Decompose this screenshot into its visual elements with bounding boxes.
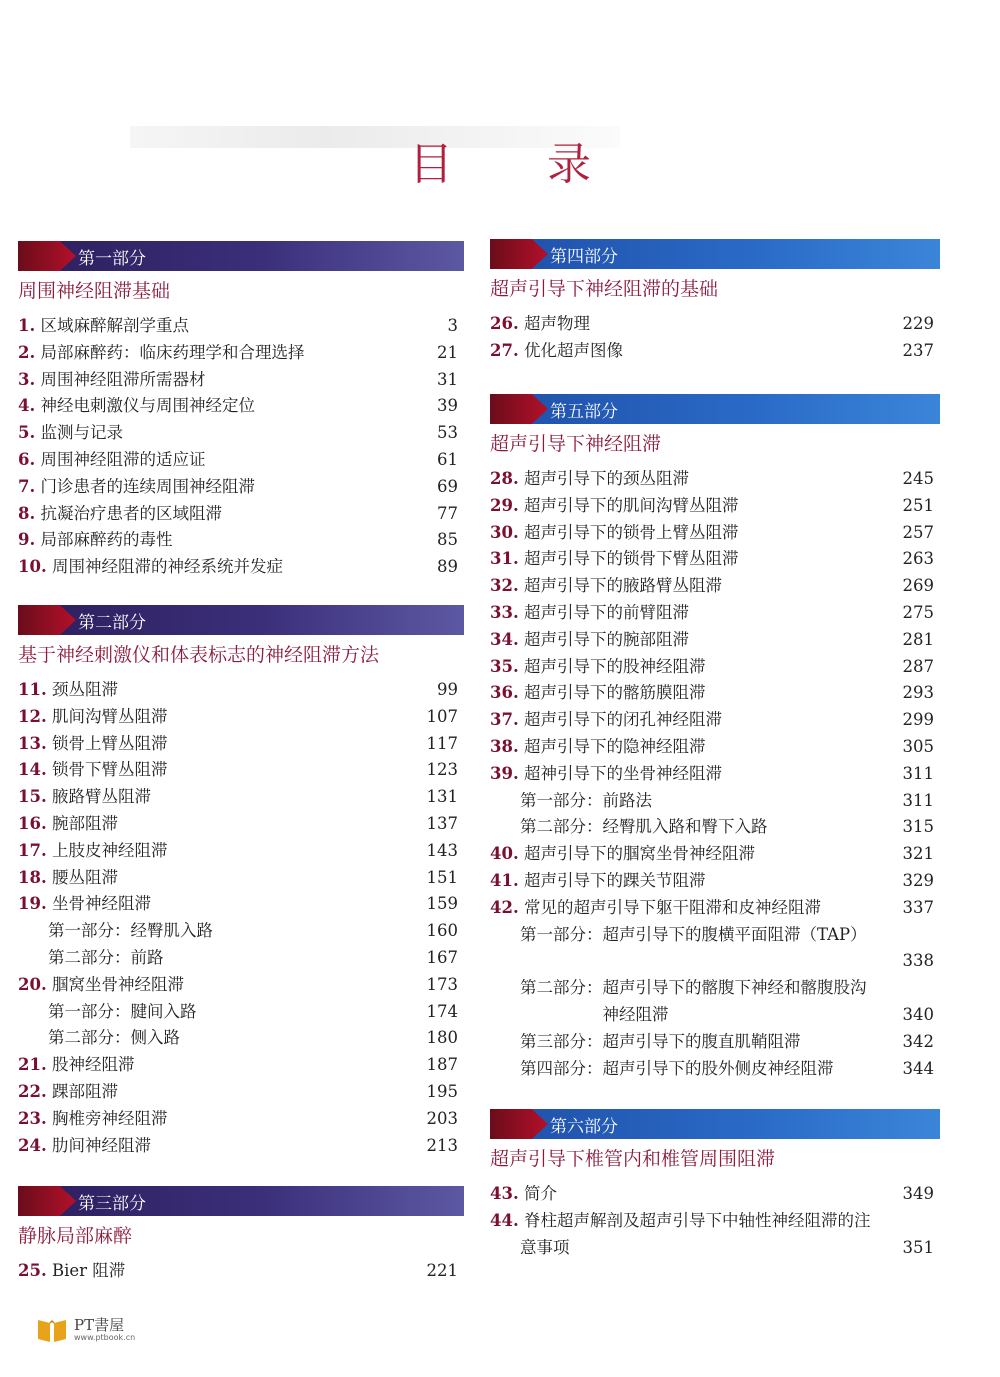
part-label: 第五部分 xyxy=(550,402,618,422)
entry-page-number: 174 xyxy=(426,1001,458,1021)
entry-page-number: 321 xyxy=(902,844,934,864)
toc-entry[interactable] xyxy=(18,865,464,892)
toc-entry[interactable] xyxy=(490,573,940,600)
book-logo-icon xyxy=(36,1316,68,1344)
entry-page-number: 299 xyxy=(902,710,934,730)
entry-title: 超声引导下的颈丛阻滞 xyxy=(523,469,689,488)
entry-title: 踝部阻滞 xyxy=(51,1081,118,1101)
entry-title: 区域麻醉解剖学重点 xyxy=(40,316,189,335)
entry-page-number: 187 xyxy=(426,1055,458,1075)
toc-entry[interactable] xyxy=(490,311,940,338)
toc-entry[interactable] xyxy=(490,1029,940,1056)
entry-number: 1. xyxy=(18,316,36,335)
entry-number: 39. xyxy=(490,763,519,783)
toc-entry[interactable] xyxy=(18,972,464,999)
entry-title: 第三部分：超声引导下的腹直肌鞘阻滞 xyxy=(520,1031,801,1051)
entry-number: 17. xyxy=(18,840,47,860)
toc-entry[interactable] xyxy=(490,922,940,949)
entry-page-number: 99 xyxy=(437,680,458,699)
toc-entry[interactable] xyxy=(490,948,940,975)
banner-flag-icon xyxy=(18,241,76,271)
entry-title: 局部麻醉药的毒性 xyxy=(40,530,173,550)
toc-entry[interactable] xyxy=(490,895,940,922)
entry-number: 15. xyxy=(18,787,47,807)
entry-page-number: 340 xyxy=(902,1004,934,1024)
toc-entry[interactable] xyxy=(490,841,940,868)
entry-page-number: 269 xyxy=(902,576,934,596)
toc-entry[interactable] xyxy=(18,704,464,731)
part-banner xyxy=(490,1109,940,1139)
part-4 xyxy=(490,239,940,365)
part-title: 超声引导下神经阻滞 xyxy=(490,433,662,455)
entry-title: 第一部分：腱间入路 xyxy=(48,1001,197,1021)
entry-title: 超声引导下的股神经阻滞 xyxy=(523,656,706,676)
entry-number: 28. xyxy=(490,469,519,488)
entry-page-number: 39 xyxy=(437,396,458,416)
toc-entry[interactable] xyxy=(490,868,940,895)
entry-number: 6. xyxy=(18,449,36,469)
entry-number: 23. xyxy=(18,1108,47,1128)
toc-entry[interactable] xyxy=(18,447,464,474)
entry-page-number: 137 xyxy=(426,813,458,833)
toc-entry[interactable] xyxy=(18,999,464,1026)
entry-page-number: 344 xyxy=(902,1058,934,1078)
toc-entry[interactable] xyxy=(490,338,940,365)
entry-number: 26. xyxy=(490,314,519,333)
toc-entry[interactable] xyxy=(490,600,940,627)
entry-page-number: 180 xyxy=(426,1028,458,1048)
entry-title: 第一部分：超声引导下的腹横平面阻滞（TAP） xyxy=(520,924,867,944)
entry-page-number: 123 xyxy=(426,760,458,780)
entry-page-number: 195 xyxy=(426,1081,458,1101)
entry-page-number: 329 xyxy=(902,870,934,890)
entry-page-number: 85 xyxy=(437,530,458,550)
entry-page-number: 245 xyxy=(902,469,934,488)
toc-entry[interactable] xyxy=(18,367,464,394)
part-1 xyxy=(18,241,464,581)
entry-title: 肌间沟臂丛阻滞 xyxy=(51,706,168,726)
toc-entry[interactable] xyxy=(490,707,940,734)
toc-entry[interactable] xyxy=(18,677,464,704)
entry-title: 肋间神经阻滞 xyxy=(51,1135,151,1155)
part-title: 基于神经刺激仪和体表标志的神经阻滞方法 xyxy=(18,644,380,666)
entry-title: 第一部分：经臀肌入路 xyxy=(48,921,213,941)
banner-flag-icon xyxy=(490,394,548,424)
part-6 xyxy=(490,1109,940,1261)
entry-page-number: 351 xyxy=(902,1237,934,1257)
entry-number: 42. xyxy=(490,897,519,917)
entry-page-number: 167 xyxy=(426,947,458,967)
entry-number: 29. xyxy=(490,495,519,515)
toc-entry[interactable] xyxy=(490,1002,940,1029)
toc-entry[interactable] xyxy=(18,838,464,865)
entry-number: 24. xyxy=(18,1135,47,1155)
entry-title: 第二部分：超声引导下的髂腹下神经和髂腹股沟 xyxy=(520,978,867,998)
toc-entry[interactable] xyxy=(490,761,940,788)
entry-title: 锁骨下臂丛阻滞 xyxy=(51,760,168,780)
entry-title: 第二部分：前路 xyxy=(48,947,164,967)
entry-page-number: 237 xyxy=(902,340,934,360)
entry-number: 10. xyxy=(18,557,47,577)
toc-entry[interactable] xyxy=(18,757,464,784)
entry-title: 神经阻滞 xyxy=(520,1004,669,1024)
toc-entry[interactable] xyxy=(18,1106,464,1133)
part-3 xyxy=(18,1186,464,1285)
entry-number: 41. xyxy=(490,870,519,890)
part-label: 第六部分 xyxy=(550,1117,618,1137)
entry-title: 周围神经阻滞的适应证 xyxy=(40,449,206,469)
entry-number: 37. xyxy=(490,710,519,730)
entry-page-number: 349 xyxy=(902,1184,934,1203)
entry-number: 25. xyxy=(18,1261,47,1280)
entry-title: 抗凝治疗患者的区域阻滞 xyxy=(40,503,222,523)
entry-number: 38. xyxy=(490,736,519,756)
entry-page-number: 31 xyxy=(437,369,458,389)
entry-title: 锁骨上臂丛阻滞 xyxy=(51,733,168,753)
entry-page-number: 311 xyxy=(902,790,934,810)
entry-title: 腰丛阻滞 xyxy=(51,867,118,887)
entry-title: 腘窝坐骨神经阻滞 xyxy=(51,974,184,994)
right-column-part-6 xyxy=(490,1109,940,1261)
toc-entry[interactable] xyxy=(490,788,940,815)
entry-number: 4. xyxy=(18,396,36,416)
entry-title: 超声引导下的踝关节阻滞 xyxy=(523,870,706,890)
entry-title: 周围神经阻滞的神经系统并发症 xyxy=(51,557,283,577)
entry-title: 常见的超声引导下躯干阻滞和皮神经阻滞 xyxy=(523,897,821,917)
entry-title: 第二部分：侧入路 xyxy=(48,1028,180,1048)
entry-title: 超声引导下的腋路臂丛阻滞 xyxy=(523,576,722,596)
left-column xyxy=(18,241,464,581)
toc-entry[interactable] xyxy=(18,784,464,811)
logo-name: PT書屋 xyxy=(74,1316,125,1334)
logo-url: www.ptbook.cn xyxy=(74,1333,136,1342)
entry-page-number: 281 xyxy=(902,629,934,649)
entry-page-number: 221 xyxy=(426,1261,458,1280)
part-label: 第一部分 xyxy=(78,249,146,269)
entry-number: 3. xyxy=(18,369,36,389)
entry-title: 超声引导下的隐神经阻滞 xyxy=(523,736,706,756)
part-banner xyxy=(18,1186,464,1216)
part-banner xyxy=(490,239,940,269)
entry-page-number: 69 xyxy=(437,476,458,496)
entry-title: 腋路臂丛阻滞 xyxy=(51,787,151,807)
entry-title: 优化超声图像 xyxy=(523,340,623,360)
part-banner xyxy=(18,605,464,635)
entry-number: 35. xyxy=(490,656,519,676)
entry-title: 第二部分：经臀肌入路和臀下入路 xyxy=(520,817,768,837)
entry-page-number: 305 xyxy=(902,736,934,756)
entry-title: 颈丛阻滞 xyxy=(51,680,118,699)
part-banner xyxy=(18,241,464,271)
entry-page-number: 315 xyxy=(902,817,934,837)
entry-title: 超声引导下的锁骨下臂丛阻滞 xyxy=(523,549,739,569)
entry-title: 门诊患者的连续周围神经阻滞 xyxy=(40,476,255,496)
toc-entry[interactable] xyxy=(490,466,940,493)
toc-entry[interactable] xyxy=(18,501,464,528)
entry-page-number: 213 xyxy=(426,1135,458,1155)
toc-entry[interactable] xyxy=(18,731,464,758)
entry-title: 股神经阻滞 xyxy=(51,1055,135,1075)
entry-number: 40. xyxy=(490,844,519,864)
entry-number: 22. xyxy=(18,1081,47,1101)
entry-page-number: 160 xyxy=(426,921,458,941)
toc-entry[interactable] xyxy=(18,1133,464,1160)
toc-entry[interactable] xyxy=(490,680,940,707)
part-title: 静脉局部麻醉 xyxy=(18,1225,133,1247)
toc-entry[interactable] xyxy=(490,493,940,520)
toc-entry[interactable] xyxy=(18,554,464,581)
entry-number: 43. xyxy=(490,1184,519,1203)
entry-page-number: 89 xyxy=(437,557,458,577)
entry-page-number: 251 xyxy=(902,495,934,515)
entry-number: 18. xyxy=(18,867,47,887)
entry-page-number: 311 xyxy=(902,763,934,783)
entry-page-number: 337 xyxy=(902,897,934,917)
entry-number: 34. xyxy=(490,629,519,649)
entry-page-number: 338 xyxy=(902,951,934,971)
entry-number: 12. xyxy=(18,706,47,726)
toc-entry[interactable] xyxy=(18,474,464,501)
toc-entry[interactable] xyxy=(490,627,940,654)
entry-title: 脊柱超声解剖及超声引导下中轴性神经阻滞的注 xyxy=(523,1210,871,1230)
banner-flag-icon xyxy=(18,1186,76,1216)
right-column-part-4 xyxy=(490,239,940,365)
entry-number: 33. xyxy=(490,602,519,622)
entry-page-number: 342 xyxy=(902,1031,934,1051)
entry-number: 16. xyxy=(18,813,47,833)
entry-title: 超神引导下的坐骨神经阻滞 xyxy=(523,763,722,783)
part-title: 超声引导下椎管内和椎管周围阻滞 xyxy=(490,1148,776,1170)
entry-title: 坐骨神经阻滞 xyxy=(51,894,151,914)
toc-entry[interactable] xyxy=(18,1052,464,1079)
part-label: 第二部分 xyxy=(78,613,146,633)
toc-entry[interactable] xyxy=(18,945,464,972)
toc-entry[interactable] xyxy=(490,654,940,681)
left-column-part-3 xyxy=(18,1186,464,1285)
entry-page-number: 3 xyxy=(447,316,458,335)
banner-flag-icon xyxy=(490,1109,548,1139)
entry-title: 超声引导下的腘窝坐骨神经阻滞 xyxy=(523,844,755,864)
part-title: 超声引导下神经阻滞的基础 xyxy=(490,278,719,300)
entry-page-number: 263 xyxy=(902,549,934,569)
entry-page-number: 61 xyxy=(437,449,458,469)
entry-page-number: 143 xyxy=(426,840,458,860)
entry-page-number: 21 xyxy=(437,342,458,362)
toc-entry[interactable] xyxy=(18,811,464,838)
toc-entry[interactable] xyxy=(18,393,464,420)
entry-number: 19. xyxy=(18,894,47,914)
entry-title: 简介 xyxy=(523,1184,557,1203)
entry-page-number: 257 xyxy=(902,522,934,542)
entry-number: 14. xyxy=(18,760,47,780)
toc-entry[interactable] xyxy=(490,546,940,573)
banner-flag-icon xyxy=(490,239,548,269)
entry-page-number: 151 xyxy=(426,867,458,887)
publisher-logo xyxy=(36,1314,156,1348)
toc-entry[interactable] xyxy=(18,420,464,447)
entry-title: 超声引导下的肌间沟臂丛阻滞 xyxy=(523,495,739,515)
banner-flag-icon xyxy=(18,605,76,635)
entry-title: Bier 阻滞 xyxy=(51,1261,126,1280)
entry-title: 意事项 xyxy=(520,1237,570,1257)
entry-number: 2. xyxy=(18,342,36,362)
entry-page-number: 173 xyxy=(426,974,458,994)
entry-title: 局部麻醉药：临床药理学和合理选择 xyxy=(40,342,305,362)
entry-number: 44. xyxy=(490,1210,519,1230)
entry-number: 27. xyxy=(490,340,519,360)
toc-entry[interactable] xyxy=(18,313,464,340)
entry-title: 超声引导下的前臂阻滞 xyxy=(523,602,689,622)
toc-entry[interactable] xyxy=(18,340,464,367)
entry-title: 超声引导下的腕部阻滞 xyxy=(523,629,689,649)
entry-title: 超声物理 xyxy=(523,314,590,333)
entry-number: 20. xyxy=(18,974,47,994)
entry-number: 5. xyxy=(18,423,36,443)
entry-number: 8. xyxy=(18,503,36,523)
entry-page-number: 203 xyxy=(426,1108,458,1128)
toc-entry[interactable] xyxy=(490,1235,940,1262)
part-2 xyxy=(18,605,464,1159)
part-5 xyxy=(490,394,940,1082)
entry-title: 周围神经阻滞所需器材 xyxy=(40,369,206,389)
entry-title: 超声引导下的髂筋膜阻滞 xyxy=(523,683,706,703)
entry-title: 超声引导下的闭孔神经阻滞 xyxy=(523,710,722,730)
entry-title: 神经电刺激仪与周围神经定位 xyxy=(40,396,255,416)
entry-page-number: 53 xyxy=(437,423,458,443)
entry-title: 第一部分：前路法 xyxy=(520,790,652,810)
toc-entry[interactable] xyxy=(490,734,940,761)
toc-entry[interactable] xyxy=(490,1056,940,1083)
toc-entry[interactable] xyxy=(18,1258,464,1285)
entry-title: 第四部分：超声引导下的股外侧皮神经阻滞 xyxy=(520,1058,834,1078)
part-banner xyxy=(490,394,940,424)
toc-entry[interactable] xyxy=(490,814,940,841)
entry-page-number: 77 xyxy=(437,503,458,523)
toc-entry[interactable] xyxy=(490,975,940,1002)
toc-entry[interactable] xyxy=(490,1208,940,1235)
entry-title: 监测与记录 xyxy=(40,423,123,443)
part-label: 第三部分 xyxy=(78,1194,146,1214)
entry-number: 21. xyxy=(18,1055,47,1075)
toc-entry[interactable] xyxy=(490,520,940,547)
entry-title: 胸椎旁神经阻滞 xyxy=(51,1108,168,1128)
toc-entry[interactable] xyxy=(18,1079,464,1106)
right-column-part-5 xyxy=(490,394,940,1082)
entry-title: 腕部阻滞 xyxy=(51,813,118,833)
entry-number: 11. xyxy=(18,680,47,699)
entry-page-number: 287 xyxy=(902,656,934,676)
entry-page-number: 229 xyxy=(902,314,934,333)
toc-entry[interactable] xyxy=(18,1025,464,1052)
left-column-part-2 xyxy=(18,605,464,1159)
entry-number: 31. xyxy=(490,549,519,569)
entry-page-number: 117 xyxy=(426,733,458,753)
toc-entry[interactable] xyxy=(490,1181,940,1208)
entry-page-number: 159 xyxy=(426,894,458,914)
entry-number: 30. xyxy=(490,522,519,542)
entry-title: 上肢皮神经阻滞 xyxy=(51,840,168,860)
toc-entry[interactable] xyxy=(18,891,464,918)
entry-number: 9. xyxy=(18,530,36,550)
toc-entry[interactable] xyxy=(18,918,464,945)
entry-page-number: 131 xyxy=(426,787,458,807)
entry-number: 7. xyxy=(18,476,36,496)
entry-page-number: 275 xyxy=(902,602,934,622)
entry-title: 超声引导下的锁骨上臂丛阻滞 xyxy=(523,522,739,542)
page-title: 目 录 xyxy=(409,139,631,190)
part-label: 第四部分 xyxy=(550,247,618,267)
part-title: 周围神经阻滞基础 xyxy=(18,280,171,302)
entry-number: 36. xyxy=(490,683,519,703)
entry-number: 13. xyxy=(18,733,47,753)
entry-page-number: 293 xyxy=(902,683,934,703)
toc-entry[interactable] xyxy=(18,527,464,554)
entry-page-number: 107 xyxy=(426,706,458,726)
entry-number: 32. xyxy=(490,576,519,596)
